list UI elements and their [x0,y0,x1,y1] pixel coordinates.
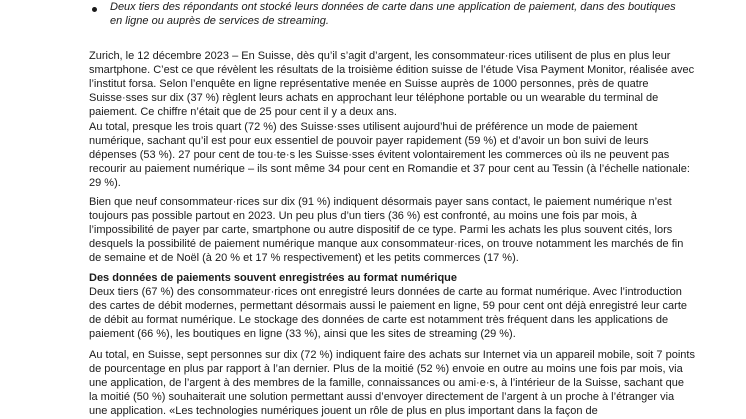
paragraph-mobile-purchases: Au total, en Suisse, sept personnes sur dix (72 %) indiquent faire des achats sur Internet via un appareil mobile, soit 7 points de pourcentage en plus par rapport à l’an dernier. Plus de la moitié (52 %) envoie en outre au moins une fois par mois, via une application, de l’argent à des membres de la famille, connaissances ou ami·e·s, à l’intérieur de la Suisse, sachant que la moitié (50 %) souhaiterait une solution permettant aussi d’envoyer directement de l’argent à un proche à l’étranger via une application. «Les technologies numériques jouent un rôle de plus en plus important dans la façon de [89,349,695,417]
summary-bullet [110,1,690,29]
summary-bullet-text: Deux tiers des répondants ont stocké leurs données de carte dans une application de paiement, dans des boutiques en ligne ou auprès de services de streaming. [110,1,676,27]
section-heading: Des données de paiements souvent enregistrées au format numérique [89,272,457,284]
bullet-dot-icon [92,7,97,12]
paragraph-stored-data: Deux tiers (67 %) des consommateur·rices ont enregistré leurs données de carte au format numérique. Avec l’introduction des cartes de débit modernes, permettant désormais aussi le paiement en ligne, 59 pour cent ont déjà enregistré leur carte de débit au format numérique. Le stockage des données de carte est notamment très fréquent dans les applications de paiement (66 %), les boutiques en ligne (33 %), ainsi que les sites de streaming (29 %). [89,286,688,340]
paragraph-contactless: Bien que neuf consommateur·rices sur dix (91 %) indiquent désormais payer sans contact, le paiement numérique n’est toujours pas possible partout en 2023. Un peu plus d’un tiers (36 %) est confronté, au moins une fois par mois, à l’impossibilité de payer par carte, smartphone ou autre dispositif de ce type. Parmi les achats les plus souvent cités, lors desquels la possibilité de paiement numérique manque aux consommateur·rices, on trouve notamment les marchés de fin de semaine et de Noël (à 20 % et 17 % respectivement) et les petits commerces (17 %). [89,196,684,264]
paragraph-digital-preference: Au total, presque les trois quart (72 %) des Suisse·sses utilisent aujourd’hui de préférence un mode de paiement numérique, sachant qu’il est pour eux essentiel de pouvoir payer rapidement (59 %) et d’avoir un bon suivi de leurs dépenses (53 %). 27 pour cent de tou·te·s les Suisse·sses évitent volontairement les commerces où ils ne peuvent pas recourir au paiement numérique – ils sont même 34 pour cent en Romandie et 37 pour cent au Tessin (à l’échelle nationale: 29 %). [89,121,690,189]
paragraph-intro: Zurich, le 12 décembre 2023 – En Suisse, dès qu’il s’agit d’argent, les consommateur·rices utilisent de plus en plus leur smartphone. C’est ce que révèlent les résultats de la troisième édition suisse de l’étude Visa Payment Monitor, réalisée avec l’institut forsa. Selon l’enquête en ligne représentative menée en Suisse auprès de 1000 personnes, près de quatre Suisse·sses sur dix (37 %) règlent leurs achats en approchant leur téléphone portable ou un wearable du terminal de paiement. Ce chiffre n’était que de 25 pour cent il y a deux ans. [89,50,695,118]
